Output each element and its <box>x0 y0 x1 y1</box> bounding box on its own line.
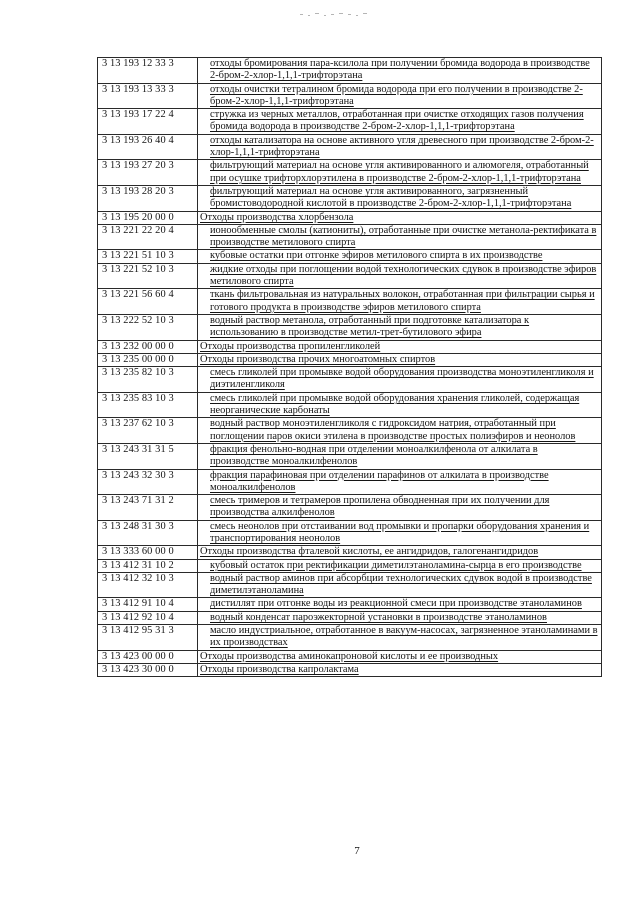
table-group-row <box>98 546 602 559</box>
waste-description-cell <box>198 185 602 211</box>
waste-code-cell: 3 13 235 83 10 3 <box>98 392 198 418</box>
waste-description-cell <box>198 495 602 521</box>
waste-description-text: Отходы производства прочих многоатомных спиртов <box>200 353 436 365</box>
waste-code-cell: 3 13 193 28 20 3 <box>98 185 198 211</box>
waste-code-cell: 3 13 222 52 10 3 <box>98 314 198 340</box>
waste-code-cell: 3 13 221 22 20 4 <box>98 224 198 250</box>
waste-description-text: водный раствор метанола, отработанный при подготовке катализатора к использованию в производстве метил-трет-бутилового эфира <box>210 314 530 339</box>
waste-description-cell <box>198 443 602 469</box>
waste-description-cell <box>198 559 602 572</box>
table-row <box>98 58 602 84</box>
waste-description-cell <box>198 625 602 651</box>
waste-description-text: водный конденсат пароэжекторной установки в производстве этаноламинов <box>210 611 547 623</box>
table-row <box>98 598 602 611</box>
waste-code-cell: 3 13 412 31 10 2 <box>98 559 198 572</box>
waste-description-text: кубовые остатки при отгонке эфиров метилового спирта в их производстве <box>210 250 543 262</box>
waste-description-text: Отходы производства капролактама <box>200 663 359 675</box>
waste-code-cell: 3 13 221 52 10 3 <box>98 263 198 289</box>
table-row <box>98 224 602 250</box>
table-row <box>98 418 602 444</box>
waste-description-cell <box>198 572 602 598</box>
table-group-row <box>98 650 602 663</box>
waste-description-cell <box>198 418 602 444</box>
waste-code-cell: 3 13 243 71 31 2 <box>98 495 198 521</box>
waste-description-text: отходы очистки тетралином бромида водорода при его получении в производстве 2-бром-2-хлор-1,1,1-трифторэтана <box>210 83 583 107</box>
waste-description-text: отходы бромирования пара-ксилола при получении бромида водорода в производстве 2-бром-2-хлор-1,1,1-трифторэтана <box>210 58 590 82</box>
waste-code-cell: 3 13 243 32 30 3 <box>98 469 198 495</box>
waste-description-cell <box>198 134 602 160</box>
waste-description-cell <box>198 392 602 418</box>
waste-description-text: фильтрующий материал на основе угля активированного и алюмогеля, отработанный при осушке трифторхлорэтилена в производстве 2-бром-2-хлор-1,1,1-трифторэтана <box>210 160 589 184</box>
table-row <box>98 520 602 546</box>
waste-description-cell <box>198 224 602 250</box>
table-row <box>98 625 602 651</box>
table-group-row <box>98 663 602 676</box>
waste-description-text: отходы катализатора на основе активного угля древесного при производстве 2-бром-2-хлор-1,1,1-трифторэтана <box>210 134 594 159</box>
waste-code-cell: 3 13 412 32 10 3 <box>98 572 198 598</box>
waste-code-cell: 3 13 221 51 10 3 <box>98 250 198 263</box>
waste-description-cell <box>198 353 602 366</box>
waste-code-cell: 3 13 235 82 10 3 <box>98 367 198 393</box>
table-row <box>98 314 602 340</box>
waste-code-cell: 3 13 193 27 20 3 <box>98 160 198 186</box>
waste-description-cell <box>198 83 602 109</box>
waste-description-cell <box>198 367 602 393</box>
waste-description-cell <box>198 160 602 186</box>
table-row <box>98 109 602 135</box>
waste-code-cell: 3 13 248 31 30 3 <box>98 520 198 546</box>
waste-classification-table <box>97 57 602 677</box>
waste-description-cell <box>198 250 602 263</box>
waste-description-text: смесь тримеров и тетрамеров пропилена обводненная при их получении для производства алкилфенолов <box>210 495 550 519</box>
waste-description-text: фракция фенольно-водная при отделении моноалкилфенола от алкилата в производстве моноалкилфенолов <box>210 443 538 468</box>
waste-code-cell: 3 13 193 12 33 3 <box>98 58 198 84</box>
table-row <box>98 250 602 263</box>
waste-description-text: дистиллят при отгонке воды из реакционной смеси при производстве этаноламинов <box>210 598 582 610</box>
waste-code-cell: 3 13 412 91 10 4 <box>98 598 198 611</box>
page-number: 7 <box>354 845 360 857</box>
waste-description-cell <box>198 469 602 495</box>
waste-description-text: кубовый остаток при ректификации диметилэтаноламина-сырца в его производстве <box>210 559 582 571</box>
waste-description-cell <box>198 650 602 663</box>
waste-description-text: фильтрующий материал на основе угля активированного, загрязненный бромистоводородной кислотой в производстве 2-бром-2-хлор-1,1,1-трифторэтана <box>210 185 572 210</box>
scan-noise <box>300 10 380 18</box>
waste-code-cell: 3 13 243 31 31 5 <box>98 443 198 469</box>
table-row <box>98 495 602 521</box>
table-row <box>98 443 602 469</box>
waste-description-cell <box>198 314 602 340</box>
waste-code-cell: 3 13 237 62 10 3 <box>98 418 198 444</box>
waste-code-cell: 3 13 193 26 40 4 <box>98 134 198 160</box>
table-row <box>98 367 602 393</box>
waste-description-cell <box>198 58 602 84</box>
waste-description-text: смесь неонолов при отстаивании вод промывки и пропарки оборудования хранения и транспортирования неонолов <box>210 520 590 544</box>
table-row <box>98 611 602 624</box>
waste-code-cell: 3 13 193 13 33 3 <box>98 83 198 109</box>
waste-description-cell <box>198 598 602 611</box>
waste-code-cell: 3 13 195 20 00 0 <box>98 211 198 224</box>
waste-description-cell <box>198 663 602 676</box>
table-row <box>98 160 602 186</box>
table-row <box>98 185 602 211</box>
waste-description-text: жидкие отходы при поглощении водой технологических сдувок в производстве эфиров метилового спирта <box>210 263 597 288</box>
waste-description-text: Отходы производства фталевой кислоты, ее ангидридов, галогенангидридов <box>200 546 539 558</box>
table-row <box>98 572 602 598</box>
table-group-row <box>98 340 602 353</box>
table-group-row <box>98 353 602 366</box>
waste-code-cell: 3 13 423 30 00 0 <box>98 663 198 676</box>
table-body <box>98 58 602 677</box>
waste-description-text: фракция парафиновая при отделении парафинов от алкилата в производстве моноалкилфенолов <box>210 469 549 493</box>
waste-description-cell <box>198 611 602 624</box>
table-row <box>98 134 602 160</box>
waste-description-cell <box>198 289 602 315</box>
waste-code-cell: 3 13 193 17 22 4 <box>98 109 198 135</box>
waste-description-text: масло индустриальное, отработанное в вакуум-насосах, загрязненное этаноламинами в их производствах <box>210 625 598 649</box>
waste-code-cell: 3 13 232 00 00 0 <box>98 340 198 353</box>
waste-description-text: стружка из черных металлов, отработанная при очистке отходящих газов получения бромида водорода в производстве 2-бром-2-хлор-1,1,1-трифторэтана <box>210 109 584 133</box>
waste-description-cell <box>198 340 602 353</box>
table-row <box>98 559 602 572</box>
waste-code-cell: 3 13 235 00 00 0 <box>98 353 198 366</box>
waste-description-text: Отходы производства хлорбензола <box>200 211 354 223</box>
waste-description-cell <box>198 211 602 224</box>
table-row <box>98 83 602 109</box>
waste-description-cell <box>198 546 602 559</box>
waste-description-cell <box>198 109 602 135</box>
waste-description-text: водный раствор аминов при абсорбции технологических сдувок водой в производстве диметилэтаноламина <box>210 572 592 597</box>
table-row <box>98 469 602 495</box>
table-row <box>98 263 602 289</box>
table-row <box>98 392 602 418</box>
waste-code-cell: 3 13 412 95 31 3 <box>98 625 198 651</box>
waste-description-text: Отходы производства пропиленгликолей <box>200 340 381 352</box>
waste-code-cell: 3 13 221 56 60 4 <box>98 289 198 315</box>
waste-description-text: ионообменные смолы (катиониты), отработанные при очистке метанола-ректификата в производстве метилового спирта <box>210 224 597 249</box>
waste-code-cell: 3 13 412 92 10 4 <box>98 611 198 624</box>
waste-code-cell: 3 13 423 00 00 0 <box>98 650 198 663</box>
waste-description-text: водный раствор моноэтиленгликоля с гидроксидом натрия, отработанный при поглощении паров окиси этилена в производстве простых полиэфиров и неонолов <box>210 418 576 442</box>
waste-description-cell <box>198 263 602 289</box>
waste-description-cell <box>198 520 602 546</box>
waste-description-text: ткань фильтровальная из натуральных волокон, отработанная при фильтрации сырья и готового продукта в производстве эфиров метилового спирта <box>210 289 595 313</box>
waste-description-text: Отходы производства аминокапроновой кислоты и ее производных <box>200 650 499 662</box>
table-row <box>98 289 602 315</box>
waste-description-text: смесь гликолей при промывке водой оборудования хранения гликолей, содержащая неорганические карбонаты <box>210 392 580 417</box>
waste-description-text: смесь гликолей при промывке водой оборудования производства моноэтиленгликоля и диэтиленгликоля <box>210 367 594 391</box>
table-group-row <box>98 211 602 224</box>
waste-code-cell: 3 13 333 60 00 0 <box>98 546 198 559</box>
